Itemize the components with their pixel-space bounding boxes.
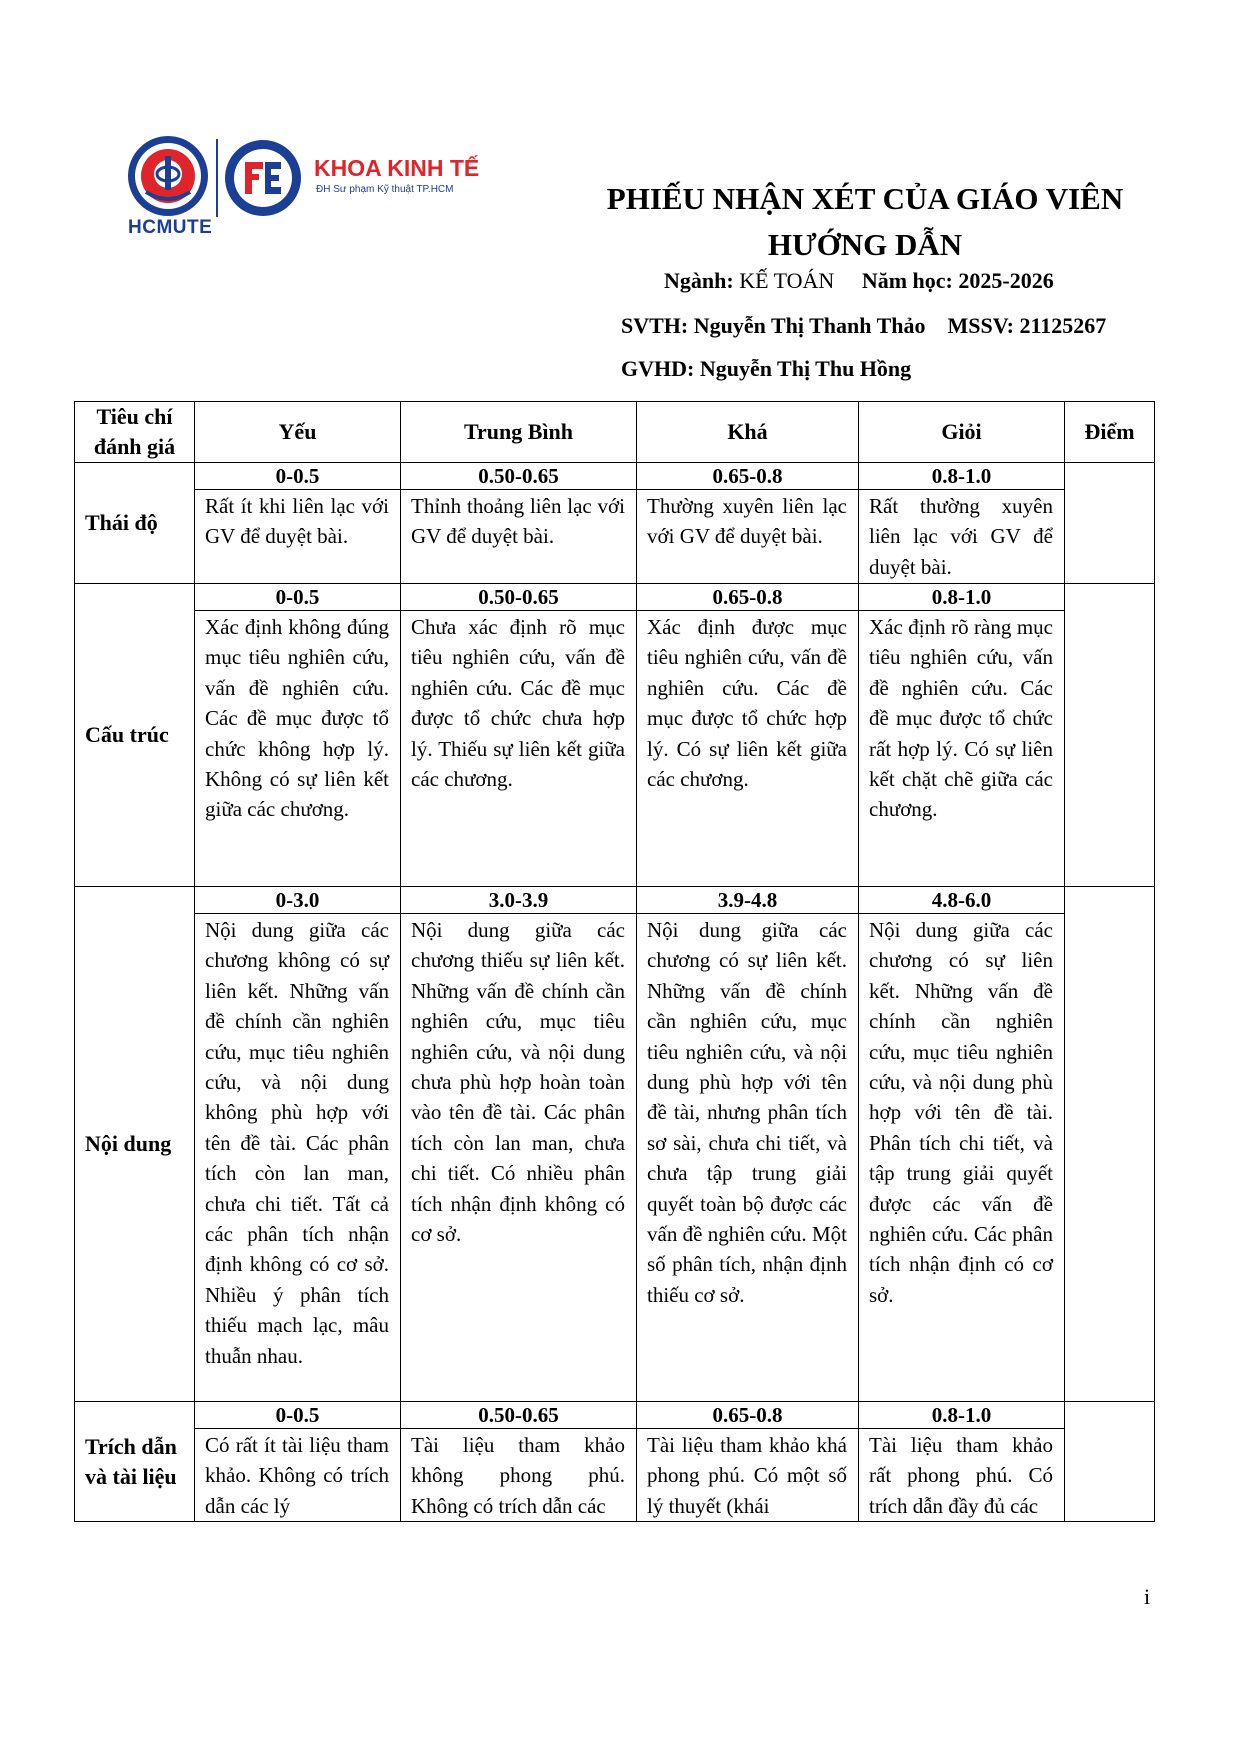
range-excellent: 0.8-1.0 [859,584,1065,611]
faculty-logo-icon [223,138,303,218]
advisor-value: Nguyễn Thị Thu Hồng [699,356,912,381]
desc-excellent: Nội dung giữa các chương có sự liên kết. Những vấn đề chính cần nghiên cứu, mục tiêu nghiên cứu, và nội dung phù hợp với tên đề tài. Phân tích chi tiết, và tập trung giải quyết được các vấn đề nghiên cứu. Các phân tích nhận định có cơ sở. [859,914,1065,1402]
range-good: 0.65-0.8 [637,1402,859,1429]
range-average: 0.50-0.65 [401,1402,637,1429]
range-average: 0.50-0.65 [401,463,637,490]
desc-good: Xác định được mục tiêu nghiên cứu, vấn đề nghiên cứu. Các đề mục được tổ chức hợp lý. Có sự liên kết giữa các chương. [637,611,859,887]
range-row-attitude [75,463,1155,490]
header-criteria: Tiêu chí đánh giá [75,402,195,463]
range-weak: 0-0.5 [195,463,401,490]
student-value: Nguyễn Thị Thanh Thảo [693,313,926,338]
student-id-label: MSSV: [947,313,1014,338]
major-year-line [664,268,1054,294]
desc-row-citation [75,1429,1155,1522]
criterion-structure: Cấu trúc [75,584,195,887]
major-label: Ngành: [664,268,734,293]
university-abbr: HCMUTE [128,217,213,238]
faculty-name: KHOA KINH TẾ [314,155,480,181]
range-weak: 0-3.0 [195,887,401,914]
range-weak: 0-0.5 [195,1402,401,1429]
advisor-label: GVHD: [621,356,695,381]
desc-weak: Có rất ít tài liệu tham khảo. Không có trích dẫn các lý [195,1429,401,1522]
range-row-content [75,887,1155,914]
title-line-1: PHIẾU NHẬN XÉT CỦA GIÁO VIÊN [606,181,1124,216]
desc-weak: Xác định không đúng mục tiêu nghiên cứu, vấn đề nghiên cứu. Các đề mục được tổ chức không hợp lý. Không có sự liên kết giữa các chương. [195,611,401,887]
desc-average: Thỉnh thoảng liên lạc với GV để duyệt bài. [401,490,637,584]
range-excellent: 0.8-1.0 [859,463,1065,490]
advisor-line [621,356,911,382]
student-label: SVTH: [621,313,689,338]
desc-row-structure [75,611,1155,887]
criterion-attitude: Thái độ [75,463,195,584]
criterion-content: Nội dung [75,887,195,1402]
score-cell-content[interactable] [1065,887,1155,1402]
desc-average: Nội dung giữa các chương thiếu sự liên kết. Những vấn đề chính cần nghiên cứu, mục tiêu nghiên cứu, và nội dung chưa phù hợp hoàn toàn vào tên đề tài. Các phân tích còn lan man, chưa chi tiết. Có nhiều phân tích nhận định không có cơ sở. [401,914,637,1402]
score-cell-attitude[interactable] [1065,463,1155,584]
desc-excellent: Tài liệu tham khảo rất phong phú. Có trích dẫn đầy đủ các [859,1429,1065,1522]
criterion-citation: Trích dẫn và tài liệu [75,1402,195,1522]
range-excellent: 0.8-1.0 [859,1402,1065,1429]
range-good: 0.65-0.8 [637,463,859,490]
desc-average: Chưa xác định rõ mục tiêu nghiên cứu, vấn đề nghiên cứu. Các đề mục được tổ chức chưa hợp lý. Thiếu sự liên kết giữa các chương. [401,611,637,887]
score-cell-citation[interactable] [1065,1402,1155,1522]
hcmute-seal-icon [126,134,210,218]
header-average: Trung Bình [401,402,637,463]
score-cell-structure[interactable] [1065,584,1155,887]
header-weak: Yếu [195,402,401,463]
student-id-value: 21125267 [1019,313,1107,338]
desc-row-attitude [75,490,1155,584]
range-weak: 0-0.5 [195,584,401,611]
year-value: 2025-2026 [958,268,1054,293]
desc-excellent: Rất thường xuyên liên lạc với GV để duyệt bài. [859,490,1065,584]
document-title [560,176,1170,268]
logo-divider [216,139,218,217]
desc-weak: Rất ít khi liên lạc với GV để duyệt bài. [195,490,401,584]
range-good: 0.65-0.8 [637,584,859,611]
desc-excellent: Xác định rõ ràng mục tiêu nghiên cứu, vấn đề nghiên cứu. Các đề mục được tổ chức rất hợp lý. Có sự liên kết chặt chẽ giữa các chương. [859,611,1065,887]
desc-average: Tài liệu tham khảo không phong phú. Không có trích dẫn các [401,1429,637,1522]
header-row [75,402,1155,463]
desc-weak: Nội dung giữa các chương không có sự liên kết. Những vấn đề chính cần nghiên cứu, mục tiêu nghiên cứu, và nội dung không phù hợp với tên đề tài. Các phân tích còn lan man, chưa chi tiết. Tất cả các phân tích nhận định không có cơ sở. Nhiều ý phân tích thiếu mạch lạc, mâu thuẫn nhau. [195,914,401,1402]
major-value: KẾ TOÁN [739,268,835,293]
range-excellent: 4.8-6.0 [859,887,1065,914]
title-line-2: HƯỚNG DẪN [767,227,963,262]
desc-row-content [75,914,1155,1402]
range-average: 0.50-0.65 [401,584,637,611]
desc-good: Tài liệu tham khảo khá phong phú. Có một số lý thuyết (khái [637,1429,859,1522]
evaluation-rubric-table [74,401,1155,1522]
header-score: Điểm [1065,402,1155,463]
header-logos [126,134,496,244]
range-row-structure [75,584,1155,611]
header-good: Khá [637,402,859,463]
range-row-citation [75,1402,1155,1429]
range-average: 3.0-3.9 [401,887,637,914]
student-line [621,313,1106,339]
desc-good: Thường xuyên liên lạc với GV để duyệt bài. [637,490,859,584]
year-label: Năm học: [861,268,953,293]
page-number: i [1144,1584,1151,1609]
faculty-subtitle: ĐH Sư phạm Kỹ thuật TP.HCM [316,184,454,195]
header-excellent: Giỏi [859,402,1065,463]
desc-good: Nội dung giữa các chương có sự liên kết. Những vấn đề chính cần nghiên cứu, mục tiêu nghiên cứu, và nội dung phù hợp với tên đề tài, nhưng phân tích sơ sài, chưa chi tiết, và chưa tập trung giải quyết toàn bộ được các vấn đề nghiên cứu. Một số phân tích, nhận định thiếu cơ sở. [637,914,859,1402]
range-good: 3.9-4.8 [637,887,859,914]
